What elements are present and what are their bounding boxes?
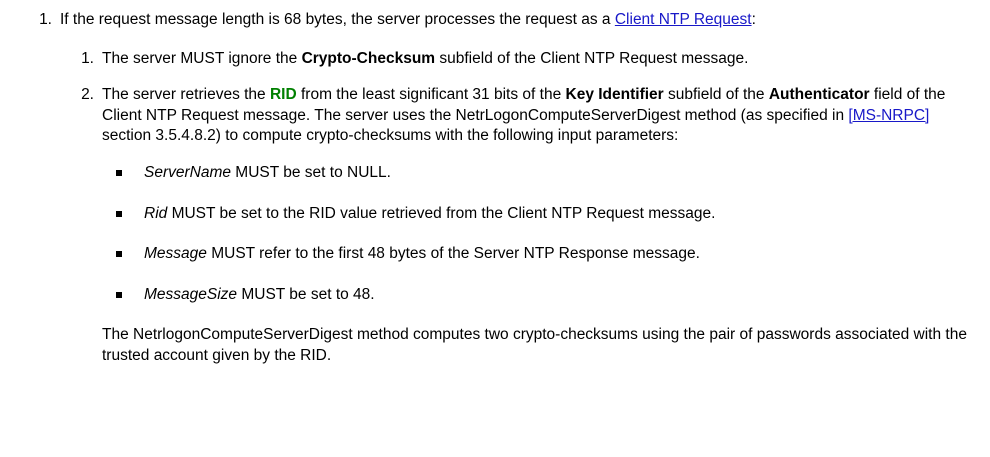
paragraph-bullet-messagesize: [144, 285, 972, 306]
sub2-text-e: section 3.5.4.8.2) to compute crypto-checksums with the following input parameters:: [102, 127, 679, 145]
paragraph-bullet-rid: [144, 204, 972, 225]
paragraph-item-1-2: [102, 85, 972, 147]
list-marker: 1.: [81, 49, 94, 67]
list-item-1: [18, 10, 972, 367]
servername-param: ServerName: [144, 164, 231, 182]
paragraph-bullet-servername: [144, 163, 972, 184]
paragraph-item-1: [60, 10, 972, 31]
ms-nrpc-link[interactable]: [MS-NRPC]: [848, 106, 930, 124]
square-bullet-icon: [116, 211, 122, 217]
sub2-text-d: field of the Client NTP Request message. The server uses the NetrLogonComputeServerDigest method (as specified in: [102, 86, 946, 124]
message-param: Message: [144, 245, 207, 263]
bullet-item-message: [102, 244, 972, 265]
ordered-list-level-1: [18, 10, 972, 367]
messagesize-text: MUST be set to 48.: [237, 285, 375, 303]
bullet-item-servername: [102, 163, 972, 184]
authenticator-term: Authenticator: [768, 86, 870, 104]
list-marker: 2.: [81, 86, 94, 104]
square-bullet-icon: [116, 251, 122, 257]
square-bullet-icon: [116, 292, 122, 298]
list-item-1-1: [60, 49, 972, 70]
crypto-checksum-term: Crypto-Checksum: [301, 49, 436, 67]
sub1-text-b: subfield of the Client NTP Request message.: [435, 49, 749, 67]
bullet-item-messagesize: [102, 285, 972, 306]
sub2-text-c: subfield of the: [663, 86, 769, 104]
square-bullet-icon: [116, 170, 122, 176]
paragraph-bullet-message: [144, 244, 972, 265]
item1-text-b: :: [751, 11, 756, 28]
messagesize-param: MessageSize: [144, 285, 238, 303]
rid-param: Rid: [144, 204, 168, 222]
paragraph-item-1-1: [102, 49, 972, 70]
sub2-text-b: from the least significant 31 bits of the: [296, 86, 566, 104]
bullet-list-level-3: [102, 163, 972, 305]
sub1-text-a: The server MUST ignore the: [102, 49, 302, 67]
item1-text-a: If the request message length is 68 bytes, the server processes the request as a: [60, 11, 615, 28]
paragraph-trailing-note: The NetrlogonComputeServerDigest method computes two crypto-checksums using the pair of passwords associated with the trusted account given by the RID.: [102, 326, 967, 365]
sub2-text-a: The server retrieves the: [102, 86, 270, 104]
client-ntp-request-link[interactable]: Client NTP Request: [614, 11, 752, 28]
rid-term: RID: [269, 86, 297, 104]
bullet-item-rid: [102, 204, 972, 225]
list-item-1-2: [60, 85, 972, 366]
message-text: MUST refer to the first 48 bytes of the Server NTP Response message.: [206, 245, 700, 263]
ordered-list-level-2: [60, 49, 972, 367]
list-marker: 1.: [39, 11, 52, 28]
servername-text: MUST be set to NULL.: [231, 164, 391, 182]
key-identifier-term: Key Identifier: [565, 86, 664, 104]
rid-text: MUST be set to the RID value retrieved from the Client NTP Request message.: [167, 204, 716, 222]
